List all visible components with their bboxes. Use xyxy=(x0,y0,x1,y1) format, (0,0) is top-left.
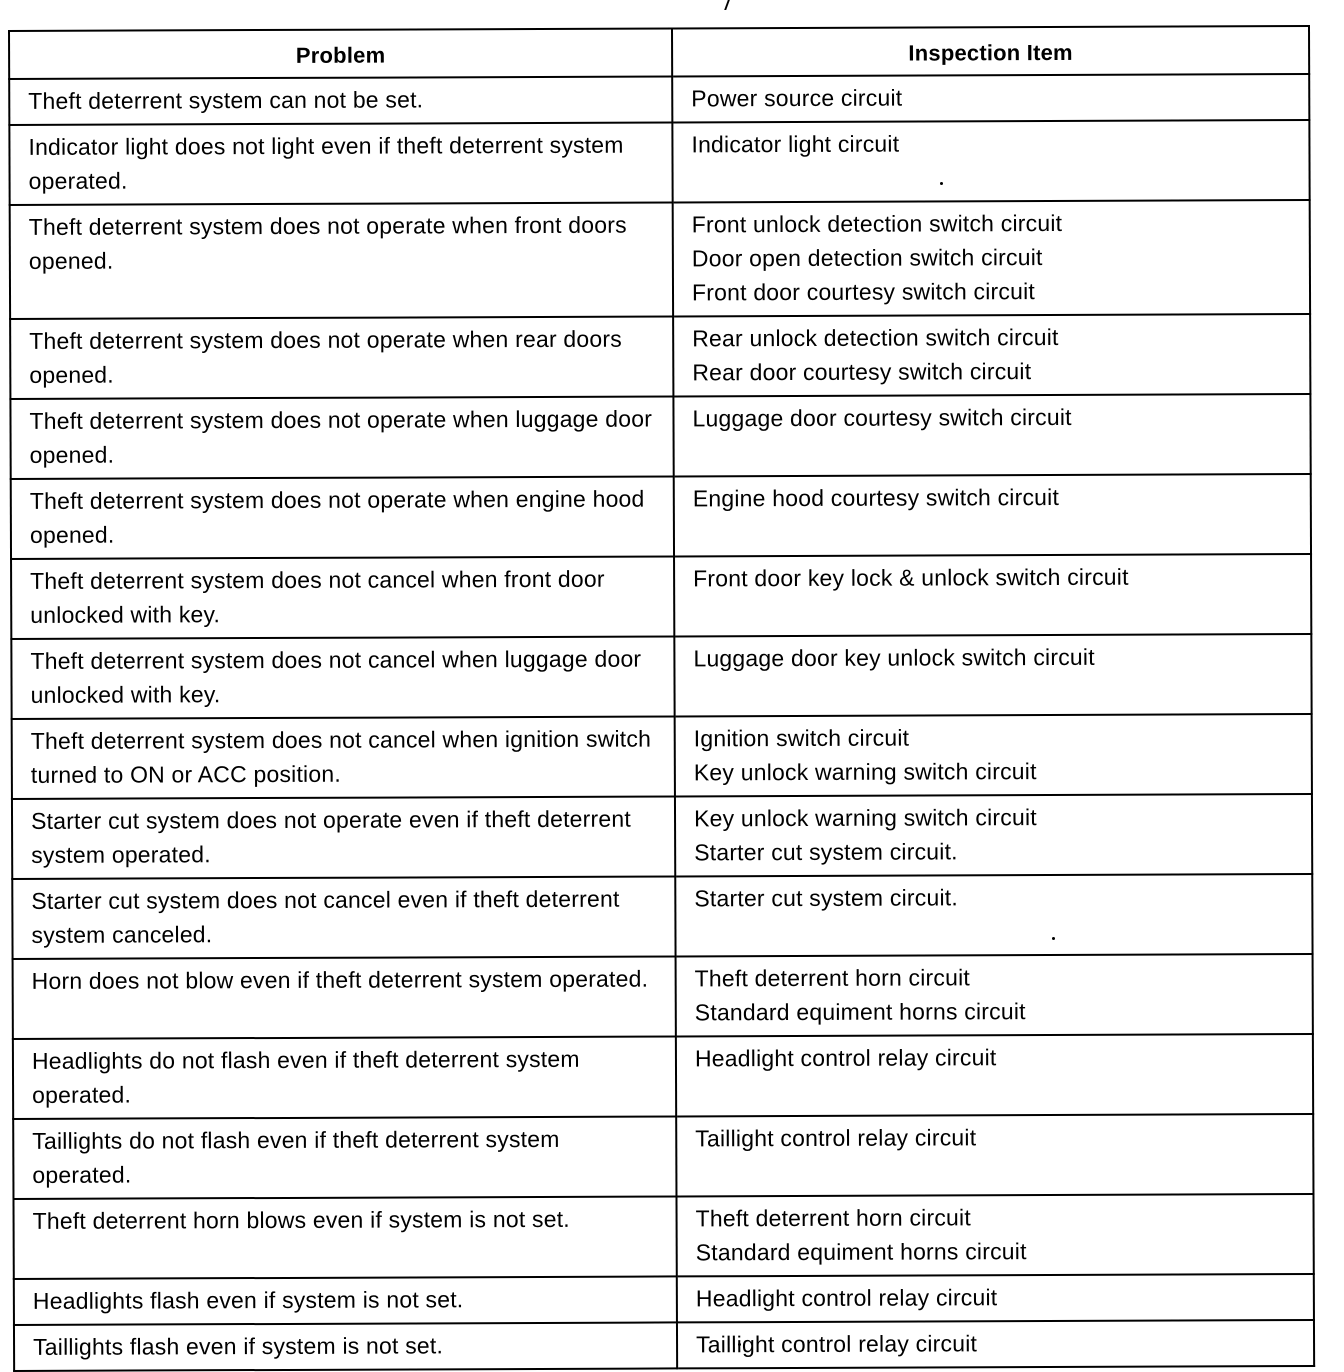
inspection-item: Rear unlock detection switch circuit xyxy=(692,323,1059,352)
inspection-item: Front door courtesy switch circuit xyxy=(691,278,1036,306)
table-row xyxy=(10,200,1310,319)
problem-cell: Theft deterrent system does not operate when rear doors opened. xyxy=(10,316,673,399)
inspection-item: Standard equiment horns circuit xyxy=(695,1238,1027,1266)
inspection-item: Theft deterrent horn circuit xyxy=(694,964,971,992)
table-row xyxy=(11,474,1311,559)
problem-cell: Taillights do not flash even if theft deterrent system operated. xyxy=(13,1116,676,1199)
inspection-item: Front unlock detection switch circuit xyxy=(691,209,1063,238)
problem-cell: Taillights flash even if system is not set. xyxy=(14,1322,677,1371)
inspection-item: Taillight control relay circuit xyxy=(696,1330,978,1358)
inspection-item-cell xyxy=(673,314,1310,396)
problem-cell: Theft deterrent system does not operate when front doors opened. xyxy=(10,202,673,319)
table-row xyxy=(10,394,1310,479)
inspection-item: Engine hood courtesy switch circuit xyxy=(692,483,1060,512)
inspection-item: Key unlock warning switch circuit xyxy=(693,804,1037,832)
inspection-item-cell xyxy=(675,874,1312,956)
table-row xyxy=(11,634,1311,719)
inspection-item: Luggage door key unlock switch circuit xyxy=(693,643,1095,672)
problem-cell: Starter cut system does not operate even if theft deterrent system operated. xyxy=(12,796,675,879)
inspection-item: Headlight control relay circuit xyxy=(695,1284,998,1312)
table-row xyxy=(14,1274,1314,1325)
inspection-item: Front door key lock & unlock switch circuit xyxy=(693,563,1129,592)
problem-cell: Theft deterrent horn blows even if system is not set. xyxy=(13,1196,676,1279)
problem-cell: Theft deterrent system does not cancel when ignition switch turned to ON or ACC position. xyxy=(12,716,675,799)
inspection-item-cell xyxy=(676,1034,1313,1116)
inspection-item: Key unlock warning switch circuit xyxy=(693,758,1037,786)
problem-cell: Theft deterrent system does not operate when luggage door opened. xyxy=(10,396,673,479)
problem-cell: Headlights do not flash even if theft deterrent system operated. xyxy=(13,1036,676,1119)
problem-cell: Theft deterrent system can not be set. xyxy=(9,76,672,125)
inspection-item-cell xyxy=(672,120,1309,202)
inspection-item-cell xyxy=(674,634,1311,716)
table-row xyxy=(14,1320,1314,1371)
inspection-item-cell xyxy=(674,474,1311,556)
inspection-item: Taillight control relay circuit xyxy=(695,1124,977,1152)
problem-cell: Horn does not blow even if theft deterrent system operated. xyxy=(13,956,676,1039)
problem-cell: Headlights flash even if system is not set. xyxy=(14,1276,677,1325)
problem-cell: Theft deterrent system does not operate when engine hood opened. xyxy=(11,476,674,559)
table-row xyxy=(12,714,1312,799)
inspection-item: Standard equiment horns circuit xyxy=(694,998,1026,1026)
inspection-item-cell xyxy=(677,1274,1314,1322)
inspection-item-cell xyxy=(672,74,1309,122)
header-problem: Problem xyxy=(9,28,672,79)
inspection-item-cell xyxy=(674,554,1311,636)
inspection-item: Door open detection switch circuit xyxy=(691,244,1043,272)
inspection-item: Rear door courtesy switch circuit xyxy=(692,358,1032,386)
table-row xyxy=(11,554,1311,639)
inspection-item-cell xyxy=(673,200,1310,316)
inspection-item-cell xyxy=(676,1194,1313,1276)
table-header-row xyxy=(9,26,1309,79)
header-inspection-item: Inspection Item xyxy=(672,26,1309,76)
inspection-item-cell xyxy=(675,794,1312,876)
inspection-item: Ignition switch circuit xyxy=(693,724,910,752)
table-row xyxy=(13,954,1313,1039)
scan-mark xyxy=(718,0,730,10)
table-row xyxy=(9,120,1309,205)
table-row xyxy=(9,74,1309,125)
inspection-item: Indicator light circuit xyxy=(691,130,900,158)
inspection-item: Theft deterrent horn circuit xyxy=(695,1204,971,1232)
table-row xyxy=(12,874,1312,959)
inspection-item: Starter cut system circuit. xyxy=(694,884,958,912)
problem-cell: Indicator light does not light even if theft deterrent system operated. xyxy=(9,122,672,205)
table-row xyxy=(12,794,1312,879)
inspection-item-cell xyxy=(677,1320,1314,1368)
inspection-item-cell xyxy=(673,394,1310,476)
inspection-item-cell xyxy=(676,1114,1313,1196)
inspection-item: Luggage door courtesy switch circuit xyxy=(692,403,1072,432)
inspection-item-cell xyxy=(675,714,1312,796)
table-row xyxy=(13,1114,1313,1199)
inspection-item: Headlight control relay circuit xyxy=(694,1044,997,1072)
inspection-item-cell xyxy=(676,954,1313,1036)
problem-cell: Starter cut system does not cancel even if theft deterrent system canceled. xyxy=(12,876,675,959)
table-body xyxy=(9,74,1314,1371)
table-row xyxy=(10,314,1310,399)
inspection-item: Starter cut system circuit. xyxy=(694,838,958,866)
problem-cell: Theft deterrent system does not cancel when front door unlocked with key. xyxy=(11,556,674,639)
table-row xyxy=(13,1034,1313,1119)
table-row xyxy=(13,1194,1313,1279)
problem-cell: Theft deterrent system does not cancel when luggage door unlocked with key. xyxy=(11,636,674,719)
troubleshooting-table xyxy=(8,25,1315,1372)
inspection-item: Power source circuit xyxy=(691,84,903,112)
